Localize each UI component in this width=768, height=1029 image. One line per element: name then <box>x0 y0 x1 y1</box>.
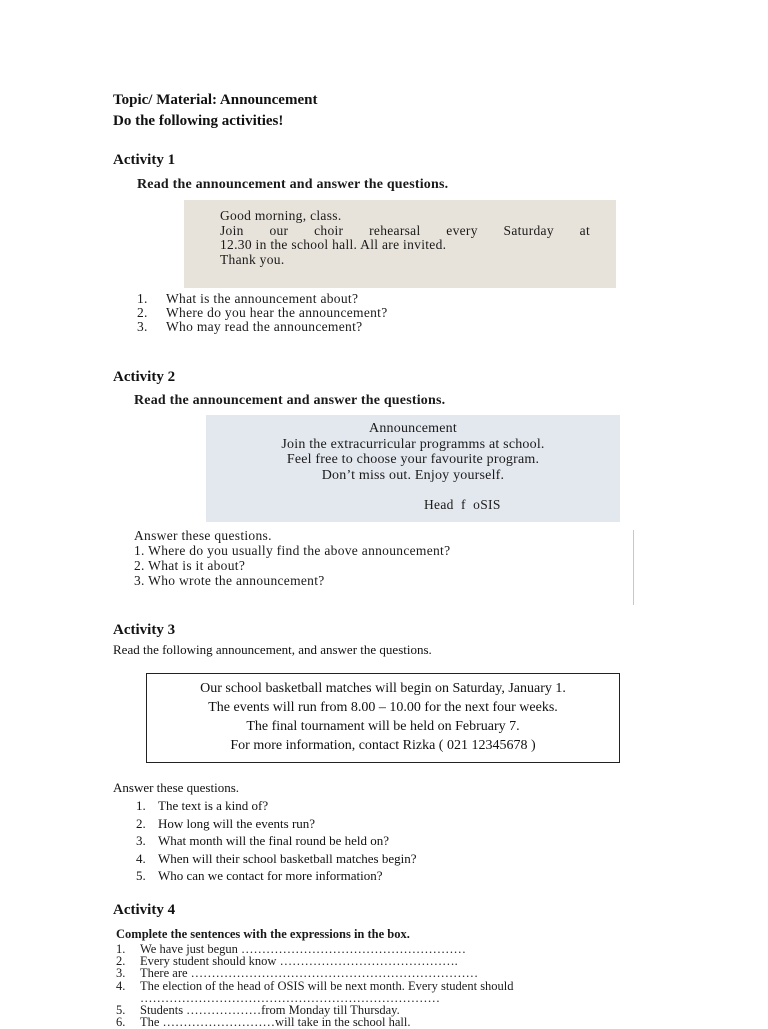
question-text: Who can we contact for more information? <box>158 868 383 883</box>
activity3-answer-intro: Answer these questions. <box>113 780 240 795</box>
item-number: 6. <box>116 1015 126 1029</box>
activity1-box-line: 12.30 in the school hall. All are invited. <box>220 237 447 252</box>
question-text: When will their school basketball matches begin? <box>158 850 417 866</box>
activity2-box-line: Feel free to choose your favourite program. <box>286 452 540 467</box>
activity1-box-line: Thank you. <box>220 251 285 267</box>
question-text: How long will the events run? <box>158 815 316 831</box>
question-text: What is the announcement about? <box>166 291 359 306</box>
list-item: 1. Where do you usually find the above announcement? <box>134 543 451 558</box>
question-number: 2. <box>136 815 146 831</box>
activity2-box-line: Join the extracurricular programms at school. <box>281 436 545 452</box>
activity3-box-line: Our school basketball matches will begin on Saturday, January 1. <box>200 681 566 696</box>
list-item <box>136 797 416 815</box>
list-item <box>136 832 416 850</box>
question-number: 4. <box>136 850 146 866</box>
activity1-title: Activity 1 <box>113 152 176 168</box>
activity1-instruction: Read the announcement and answer the questions. <box>137 177 449 192</box>
activity1-question-list <box>137 292 388 334</box>
question-text: Who may read the announcement? <box>166 319 363 334</box>
item-text: We have just begun ……………………………………………… <box>140 942 467 956</box>
list-item <box>116 1016 616 1028</box>
activity2-signature: Head f oSIS <box>424 497 501 512</box>
list-item <box>137 320 388 334</box>
item-number: 3. <box>116 966 126 981</box>
topic-heading: Topic/ Material: Announcement <box>113 92 318 108</box>
activity2-announcement-box <box>206 415 620 522</box>
question-number: 2. <box>137 305 148 320</box>
list-item: 3. Who wrote the announcement? <box>134 573 325 588</box>
activity1-box-line: Good morning, class. <box>220 208 342 223</box>
activity3-announcement-box <box>146 673 620 763</box>
activity2-box-line: Announcement <box>369 421 457 436</box>
list-item: 2. What is it about? <box>134 558 246 573</box>
activity3-box-line: The final tournament will be held on February 7. <box>246 719 520 734</box>
question-text: The text is a kind of? <box>158 798 269 813</box>
activity4-title: Activity 4 <box>113 902 176 918</box>
list-item <box>137 306 388 320</box>
activity2-title: Activity 2 <box>113 369 176 385</box>
item-number: 1. <box>116 942 126 956</box>
list-item <box>136 815 416 833</box>
question-number: 5. <box>136 868 146 883</box>
question-text: Where do you hear the announcement? <box>166 305 388 320</box>
item-number: 2. <box>116 954 126 969</box>
activity4-instruction: Complete the sentences with the expressions in the box. <box>116 927 410 941</box>
item-text: There are …………………………………………………………… <box>140 966 479 981</box>
item-text: ……………………………………………………………… <box>140 990 440 1005</box>
activity1-announcement-box <box>184 200 616 288</box>
instruction-heading: Do the following activities! <box>113 113 284 129</box>
activity2-box-line: Don’t miss out. Enjoy yourself. <box>321 467 505 483</box>
list-item <box>137 292 388 306</box>
question-number: 1. <box>137 291 148 306</box>
item-text: The election of the head of OSIS will be next month. Every student should <box>140 978 514 993</box>
item-text: The ………………………will take in the school hall. <box>140 1015 411 1029</box>
item-number: 5. <box>116 1002 126 1017</box>
activity2-answer-intro: Answer these questions. <box>134 528 272 543</box>
list-item <box>136 867 416 885</box>
activity1-box-line: Join our choir rehearsal every Saturday at <box>220 222 590 238</box>
activity2-questions <box>134 528 450 588</box>
item-text: Every student should know ……………………………………. <box>140 954 458 969</box>
activity2-instruction: Read the announcement and answer the questions. <box>134 393 446 408</box>
question-number: 3. <box>137 319 148 334</box>
activity3-question-list <box>136 797 416 885</box>
activity3-instruction: Read the following announcement, and answer the questions. <box>113 642 432 657</box>
question-number: 1. <box>136 798 146 813</box>
question-number: 3. <box>136 833 146 848</box>
scan-edge-line <box>633 530 634 605</box>
activity3-box-line: For more information, contact Rizka ( 021 12345678 ) <box>230 738 536 753</box>
question-text: What month will the final round be held on? <box>158 833 390 848</box>
item-number: 4. <box>116 978 126 993</box>
item-text: Students ………………from Monday till Thursday. <box>140 1002 400 1017</box>
activity4-sentence-list <box>116 943 616 1028</box>
activity3-title: Activity 3 <box>113 622 176 638</box>
list-item <box>136 850 416 868</box>
activity3-box-line: The events will run from 8.00 – 10.00 for the next four weeks. <box>208 700 558 715</box>
